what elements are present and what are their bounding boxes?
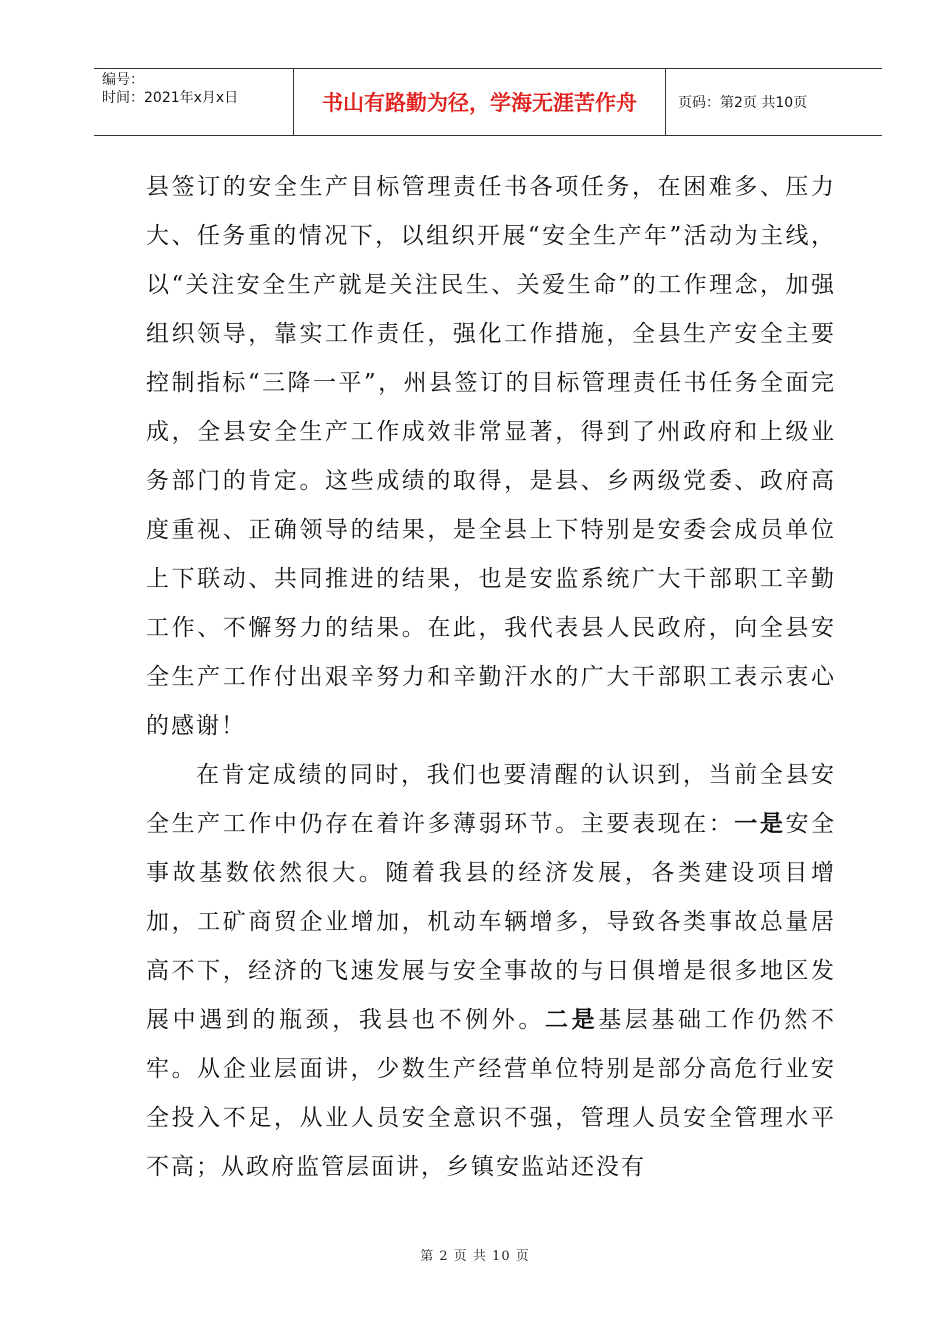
header-time-label: 时间：2021年x月x日: [102, 90, 239, 106]
page-footer: 第 2 页 共 10 页: [420, 1249, 530, 1264]
header-number-label: 编号：: [102, 72, 144, 88]
header-page-info: 页码：第2页 共10页: [678, 95, 808, 111]
page-header: [94, 68, 882, 136]
paragraph-1: 县签订的安全生产目标管理责任书各项任务，在困难多、压力大、任务重的情况下，以组织开展“安全生产年”活动为主线，以“关注安全生产就是关注民生、关爱生命”的工作理念，加强组织领导，靠实工作责任，强化工作措施，全县生产安全主要控制指标“三降一平”，州县签订的目标管理责任书任务全面完成，全县安全生产工作成效非常显著，得到了州政府和上级业务部门的肯定。这些成绩的取得，是县、乡两级党委、政府高度重视、正确领导的结果，是全县上下特别是安委会成员单位上下联动、共同推进的结果，也是安监系统广大干部职工辛勤工作、不懈努力的结果。在此，我代表县人民政府，向全县安全生产工作付出艰辛努力和辛勤汗水的广大干部职工表示衷心的感谢！: [146, 174, 836, 739]
point-two-marker: 二是: [545, 1007, 599, 1033]
paragraph-2-intro: 在肯定成绩的同时，我们也要清醒的认识到，当前全县安全生产工作中仍存在着许多薄弱环节。主要表现在：: [146, 762, 836, 837]
document-body: [146, 163, 836, 1192]
header-motto: 书山有路勤为径，学海无涯苦作舟: [294, 69, 666, 135]
point-one-text: 安全事故基数依然很大。随着我县的经济发展，各类建设项目增加，工矿商贸企业增加，机动车辆增多，导致各类事故总量居高不下，经济的飞速发展与安全事故的与日俱增是很多地区发展中遇到的瓶颈，我县也不例外。: [146, 811, 837, 1033]
point-one-marker: 一是: [734, 811, 786, 837]
header-meta: [94, 69, 294, 135]
point-two-text: 基层基础工作仍然不牢。从企业层面讲，少数生产经营单位特别是部分高危行业安全投入不足，从业人员安全意识不强，管理人员安全管理水平不高；从政府监管层面讲，乡镇安监站还没有: [146, 1007, 837, 1180]
paragraph-2: [146, 751, 836, 1192]
